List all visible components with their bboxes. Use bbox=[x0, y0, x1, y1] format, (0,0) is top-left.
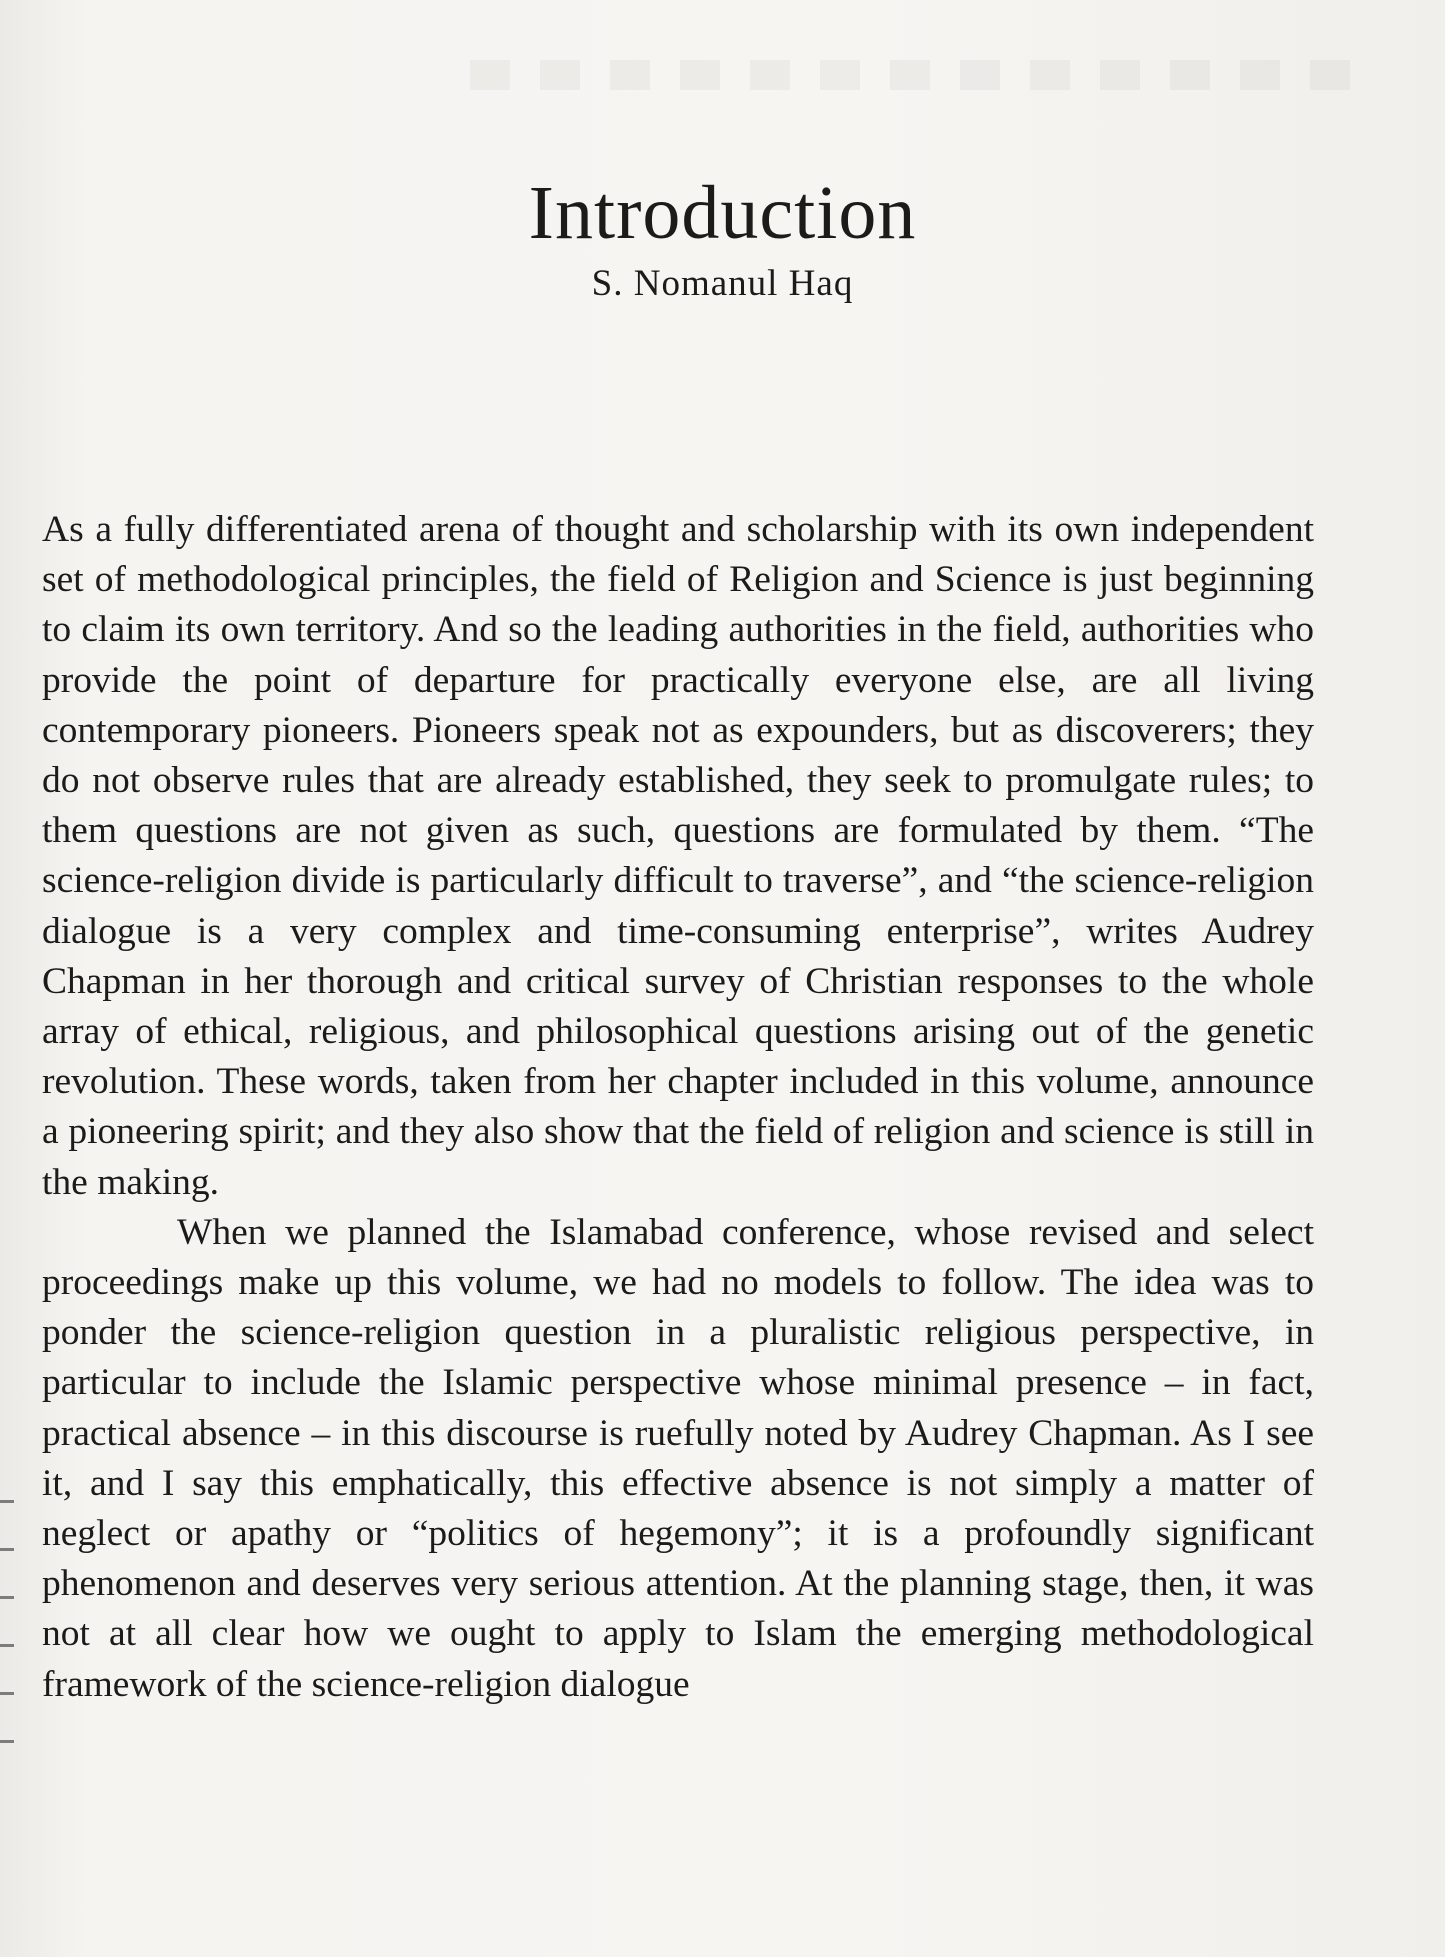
paragraph-1: As a fully differentiated arena of thought and scholarship with its own independent set of methodological principles, the field of Religion and Science is just beginning to claim its own territory. And so the leading authorities in the field, authorities who provide the point of departure for practically everyone else, are all living contemporary pioneers. Pioneers speak not as expounders, but as discoverers; they do not observe rules that are already established, they seek to promulgate rules; to them questions are not given as such, questions are formulated by them. “The science-religion divide is particularly difficult to traverse”, and “the science-religion dialogue is a very complex and time-consuming enterprise”, writes Audrey Chapman in her thorough and critical survey of Christian responses to the whole array of ethical, religious, and philosophical questions arising out of the genetic revolution. These words, taken from her chapter included in this volume, announce a pioneering spirit; and they also show that the field of religion and science is still in the making. bbox=[42, 509, 1314, 1203]
body-text bbox=[42, 505, 1314, 1710]
chapter-author: S. Nomanul Haq bbox=[591, 263, 854, 304]
chapter-title: Introduction bbox=[528, 171, 917, 255]
bleed-through-text bbox=[470, 60, 1370, 90]
paragraph-2: When we planned the Islamabad conference, whose revised and select proceedings make up this volume, we had no models to follow. The idea was to ponder the science-religion question in a pluralistic religious perspective, in particular to include the Islamic perspective whose minimal presence – in fact, practical absence – in this discourse is ruefully noted by Audrey Chapman. As I see it, and I say this emphatically, this effective absence is not simply a matter of neglect or apathy or “politics of hegemony”; it is a profoundly significant phenomenon and deserves very serious attention. At the planning stage, then, it was not at all clear how we ought to apply to Islam the emerging methodological framework of the science-religion dialogue bbox=[42, 1211, 1314, 1705]
page-edge-marks bbox=[0, 1500, 14, 1760]
